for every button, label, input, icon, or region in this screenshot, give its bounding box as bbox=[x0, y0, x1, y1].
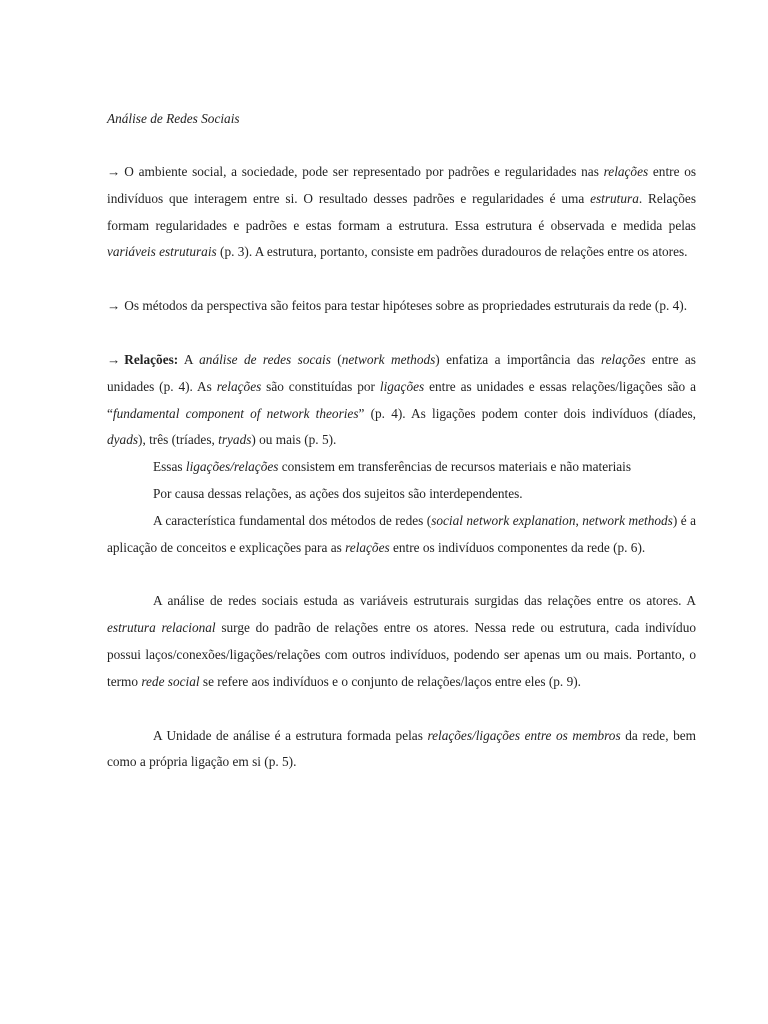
paragraph-caracteristica: A característica fundamental dos métodos de redes (social network explanation, network methods) é a aplicação de conceitos e explicações para as relações entre os indivíduos componentes da rede (p. 6). bbox=[107, 512, 696, 555]
document-page bbox=[107, 108, 696, 776]
paragraph-metodos: → Os métodos da perspectiva são feitos para testar hipóteses sobre as propriedades estruturais da rede (p. 4). bbox=[107, 293, 696, 320]
paragraph-ambiente-social: → O ambiente social, a sociedade, pode ser representado por padrões e regularidades nas relações entre os indivíduos que interagem entre si. O resultado desses padrões e regularidades é uma estrutura. Relações formam regularidades e padrões e estas formam a estrutura. Essa estrutura é observada e medida pelas variáveis estruturais (p. 3). A estrutura, portanto, consiste em padrões duradouros de relações entre os atores. bbox=[107, 159, 696, 266]
paragraph-analise-redes: A análise de redes sociais estuda as variáveis estruturais surgidas das relações entre os atores. A estrutura relacional surge do padrão de relações entre os atores. Nessa rede ou estrutura, cada indivíduo possui laços/conexões/ligações/relações com outros indivíduos, podendo ser apenas um ou mais. Portanto, o termo rede social se refere aos indivíduos e o conjunto de relações/laços entre eles (p. 9). bbox=[107, 593, 696, 689]
paragraph-unidade-analise: A Unidade de análise é a estrutura formada pelas relações/ligações entre os membros da rede, bem como a própria ligação em si (p. 5). bbox=[107, 727, 696, 770]
section-label: Relações: bbox=[124, 351, 179, 367]
arrow-right-icon: → bbox=[107, 298, 121, 314]
arrow-right-icon: → bbox=[107, 351, 121, 367]
document-title: Análise de Redes Sociais bbox=[107, 111, 240, 126]
paragraph-transferencias: Essas ligações/relações consistem em transferências de recursos materiais e não materiais bbox=[153, 459, 632, 475]
paragraph-relacoes: → Relações: A análise de redes socais (network methods) enfatiza a importância das relações entre as unidades (p. 4). As relações são constituídas por ligações entre as unidades e essas relações/ligações são a “fundamental component of network theories” (p. 4). As ligações podem conter dois indivíduos (díades, dyads), três (tríades, tryads) ou mais (p. 5). bbox=[107, 347, 696, 454]
paragraph-interdependentes: Por causa dessas relações, as ações dos sujeitos são interdependentes. bbox=[153, 485, 523, 501]
arrow-right-icon: → bbox=[107, 164, 121, 179]
